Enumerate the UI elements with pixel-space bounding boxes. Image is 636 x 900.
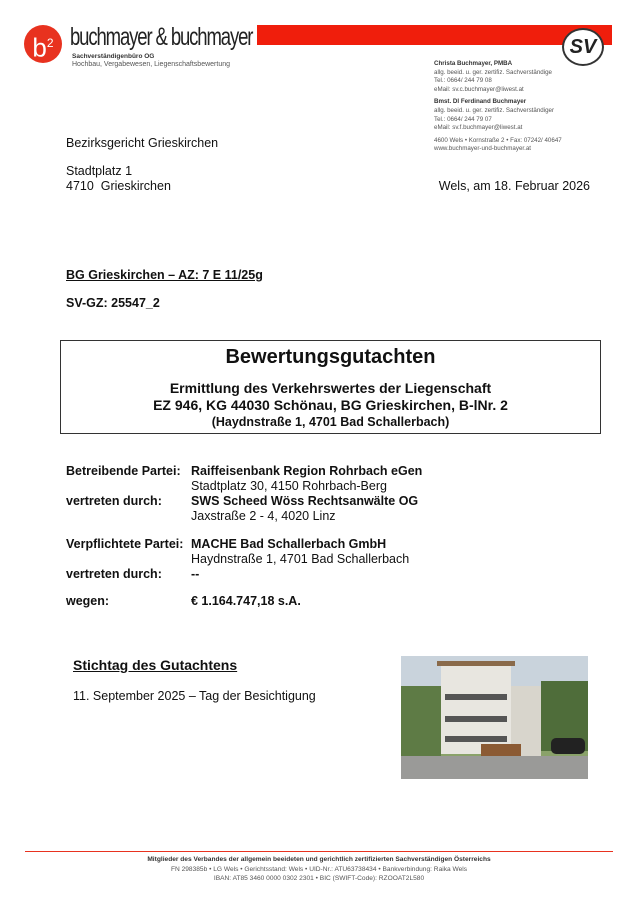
contact-tel: Tel.: 0664/ 244 79 07	[434, 115, 492, 123]
contact-role: allg. beeid. u. ger. zertifiz. Sachverständiger	[434, 106, 555, 114]
contact-name: Christa Buchmayer, PMBA	[434, 60, 513, 67]
contact-role: allg. beeid. u. ger. zertifiz. Sachverständige	[434, 68, 552, 76]
parties-section	[66, 464, 422, 609]
header-red-bar	[257, 25, 612, 45]
value: Jaxstraße 2 - 4, 4020 Linz	[191, 509, 336, 523]
stichtag-text: 11. September 2025 – Tag der Besichtigung	[73, 689, 316, 703]
company-logo: $b^2$	[24, 25, 62, 63]
value: Raiffeisenbank Region Rohrbach eGen	[191, 464, 423, 478]
contact-email[interactable]: eMail: sv.f.buchmayer@liwest.at	[434, 124, 523, 132]
value: Haydnstraße 1, 4701 Bad Schallerbach	[191, 552, 410, 566]
label: wegen:	[66, 594, 110, 608]
label: Verpflichtete Partei:	[66, 537, 184, 551]
contact-email[interactable]: eMail: sv.c.buchmayer@liwest.at	[434, 85, 524, 93]
title-box	[60, 340, 601, 434]
recipient-city: 4710 Grieskirchen	[66, 179, 171, 193]
website[interactable]: www.buchmayer-und-buchmayer.at	[434, 145, 531, 153]
document-title: Bewertungsgutachten	[225, 346, 436, 368]
footer-divider	[25, 851, 613, 852]
footer-line-1: Mitglieder des Verbandes der allgemein beeideten und gerichtlich zertifizierten Sachverständigen Österreichs	[147, 856, 491, 863]
value: SWS Scheed Wöss Rechtsanwälte OG	[191, 494, 419, 508]
value: MACHE Bad Schallerbach GmbH	[191, 537, 387, 551]
label: vertreten durch:	[66, 494, 162, 508]
title-line-1: Ermittlung des Verkehrswertes der Liegenschaft	[169, 380, 492, 396]
value: Stadtplatz 30, 4150 Rohrbach-Berg	[191, 479, 387, 493]
brand-name: buchmayer & buchmayer	[70, 23, 253, 51]
claim-amount: € 1.164.747,18 s.A.	[191, 594, 301, 608]
sv-logo: SV	[562, 28, 604, 66]
label: vertreten durch:	[66, 567, 162, 581]
contact-name: Bmst. DI Ferdinand Buchmayer	[434, 98, 527, 106]
case-number: BG Grieskirchen – AZ: 7 E 11/25g	[66, 268, 263, 282]
brand-services: Hochbau, Vergabewesen, Liegenschaftsbewertung	[72, 61, 230, 68]
brand-subtitle: Sachverständigenbüro OG	[72, 53, 155, 60]
document-date: Wels, am 18. Februar 2026	[438, 179, 590, 193]
value: --	[191, 567, 200, 581]
office-address: 4600 Wels • Kornstraße 2 • Fax: 07242/ 40647	[434, 136, 562, 144]
title-line-2: EZ 946, KG 44030 Schönau, BG Grieskirchen, B-lNr. 2	[153, 397, 508, 413]
sv-number: SV-GZ: 25547_2	[66, 296, 160, 310]
footer	[25, 855, 613, 884]
property-photo	[401, 656, 588, 779]
recipient-street: Stadtplatz 1	[66, 164, 133, 178]
contact-block	[434, 60, 614, 154]
title-line-3: (Haydnstraße 1, 4701 Bad Schallerbach)	[211, 415, 450, 429]
label: Betreibende Partei:	[66, 464, 181, 478]
contact-tel: Tel.: 0664/ 244 79 08	[434, 77, 492, 85]
stichtag-heading: Stichtag des Gutachtens	[73, 657, 238, 673]
footer-line-3: IBAN: AT85 3460 0000 0302 2301 • BIC (SWIFT-Code): RZOOAT2L580	[213, 875, 425, 882]
recipient-name: Bezirksgericht Grieskirchen	[66, 136, 219, 150]
footer-line-2: FN 298385b • LG Wels • Gerichtsstand: Wels • UID-Nr.: ATU63738434 • Bankverbindung: Raika Wels	[170, 865, 468, 873]
